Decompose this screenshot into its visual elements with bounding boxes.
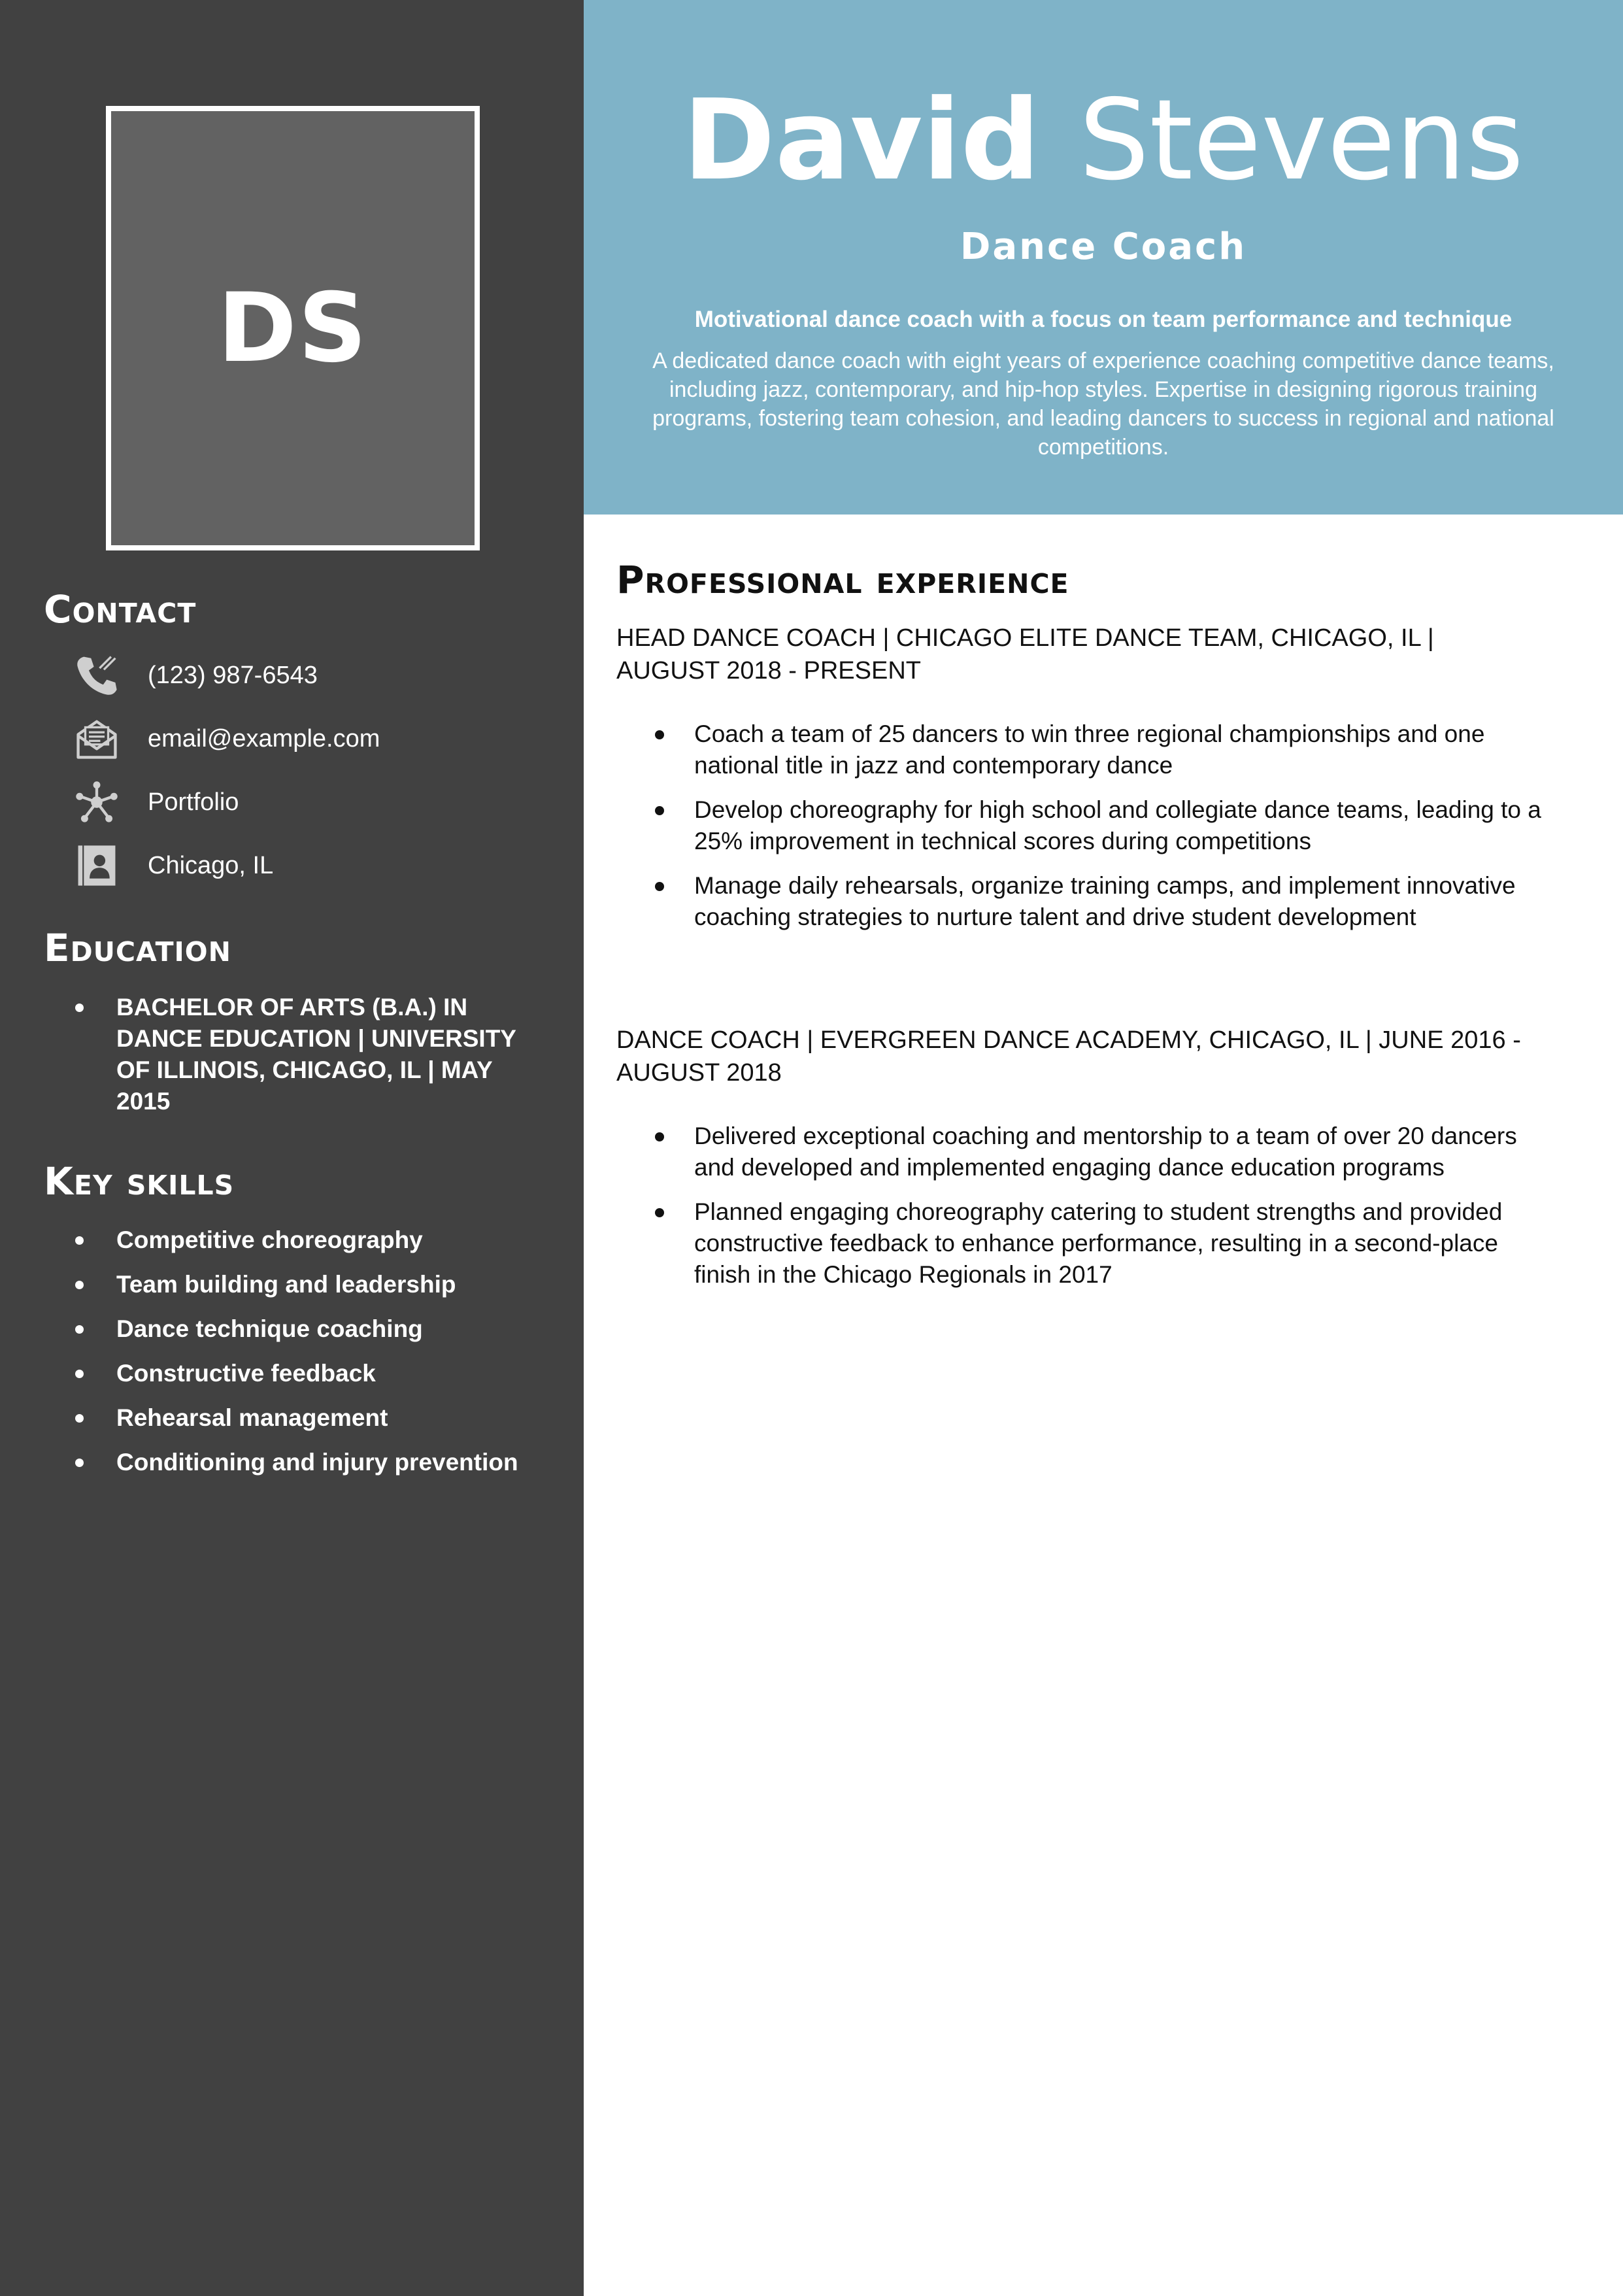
- education-list: [71, 992, 548, 1117]
- skills-heading: Key skills: [44, 1159, 235, 1204]
- last-name: Stevens: [1079, 76, 1524, 205]
- education-heading: Education: [44, 926, 231, 970]
- monogram-box: [106, 106, 480, 550]
- monogram-initials: DS: [217, 273, 369, 384]
- job-bullet: Develop choreography for high school and collegiate dance teams, leading to a 25% improvement in technical scores during competitions: [616, 794, 1551, 857]
- portfolio-icon: [71, 776, 123, 828]
- tagline: Motivational dance coach with a focus on team performance and technique: [694, 307, 1513, 332]
- skills-list: [71, 1224, 548, 1491]
- skill-item: Competitive choreography: [71, 1224, 548, 1256]
- phone-text: (123) 987-6543: [148, 661, 318, 689]
- first-name: David: [682, 76, 1041, 205]
- summary: A dedicated dance coach with eight years of experience coaching competitive dance teams, including jazz, contemporary, and hip-hop styles. Expertise in designing rigorous training programs, fostering team cohesion, and leading dancers to success in regional and national competitions.: [652, 348, 1554, 460]
- location-icon: [71, 839, 123, 892]
- portfolio-text: Portfolio: [148, 788, 239, 816]
- contact-location: [71, 839, 273, 892]
- contact-heading: Contact: [44, 587, 197, 632]
- job-bullets: [616, 1121, 1551, 1304]
- sidebar: [0, 0, 584, 2296]
- job-header: DANCE COACH | EVERGREEN DANCE ACADEMY, CHICAGO, IL | JUNE 2016 - AUGUST 2018: [616, 1026, 1521, 1087]
- skill-item: Conditioning and injury prevention: [71, 1447, 548, 1478]
- email-text: email@example.com: [148, 724, 380, 752]
- contact-email: [71, 713, 380, 765]
- candidate-name: [584, 76, 1623, 205]
- job-bullets: [616, 718, 1551, 946]
- job-bullet: Manage daily rehearsals, organize training camps, and implement innovative coaching strategies to nurture talent and drive student development: [616, 870, 1551, 933]
- location-text: Chicago, IL: [148, 851, 274, 879]
- skill-item: Constructive feedback: [71, 1358, 548, 1389]
- job-bullet: Delivered exceptional coaching and mentorship to a team of over 20 dancers and developed and implemented engaging dance education programs: [616, 1121, 1551, 1183]
- email-icon: [71, 713, 123, 765]
- job-title: Dance Coach: [960, 226, 1247, 268]
- contact-portfolio: [71, 776, 239, 828]
- experience-heading: Professional experience: [616, 558, 1069, 602]
- header-banner: [584, 0, 1623, 515]
- contact-phone: [71, 649, 318, 701]
- skill-item: Team building and leadership: [71, 1269, 548, 1300]
- job-bullet: Planned engaging choreography catering to student strengths and provided constructive feedback to enhance performance, resulting in a second-place finish in the Chicago Regionals in 2017: [616, 1196, 1551, 1291]
- skill-item: Rehearsal management: [71, 1402, 548, 1434]
- job-bullet: Coach a team of 25 dancers to win three regional championships and one national title in jazz and contemporary dance: [616, 718, 1551, 781]
- skill-item: Dance technique coaching: [71, 1313, 548, 1345]
- job-header: HEAD DANCE COACH | CHICAGO ELITE DANCE TEAM, CHICAGO, IL | AUGUST 2018 - PRESENT: [616, 624, 1434, 684]
- education-item: BACHELOR OF ARTS (B.A.) IN DANCE EDUCATION | UNIVERSITY OF ILLINOIS, CHICAGO, IL | MAY 2015: [71, 992, 548, 1117]
- phone-icon: [71, 649, 123, 701]
